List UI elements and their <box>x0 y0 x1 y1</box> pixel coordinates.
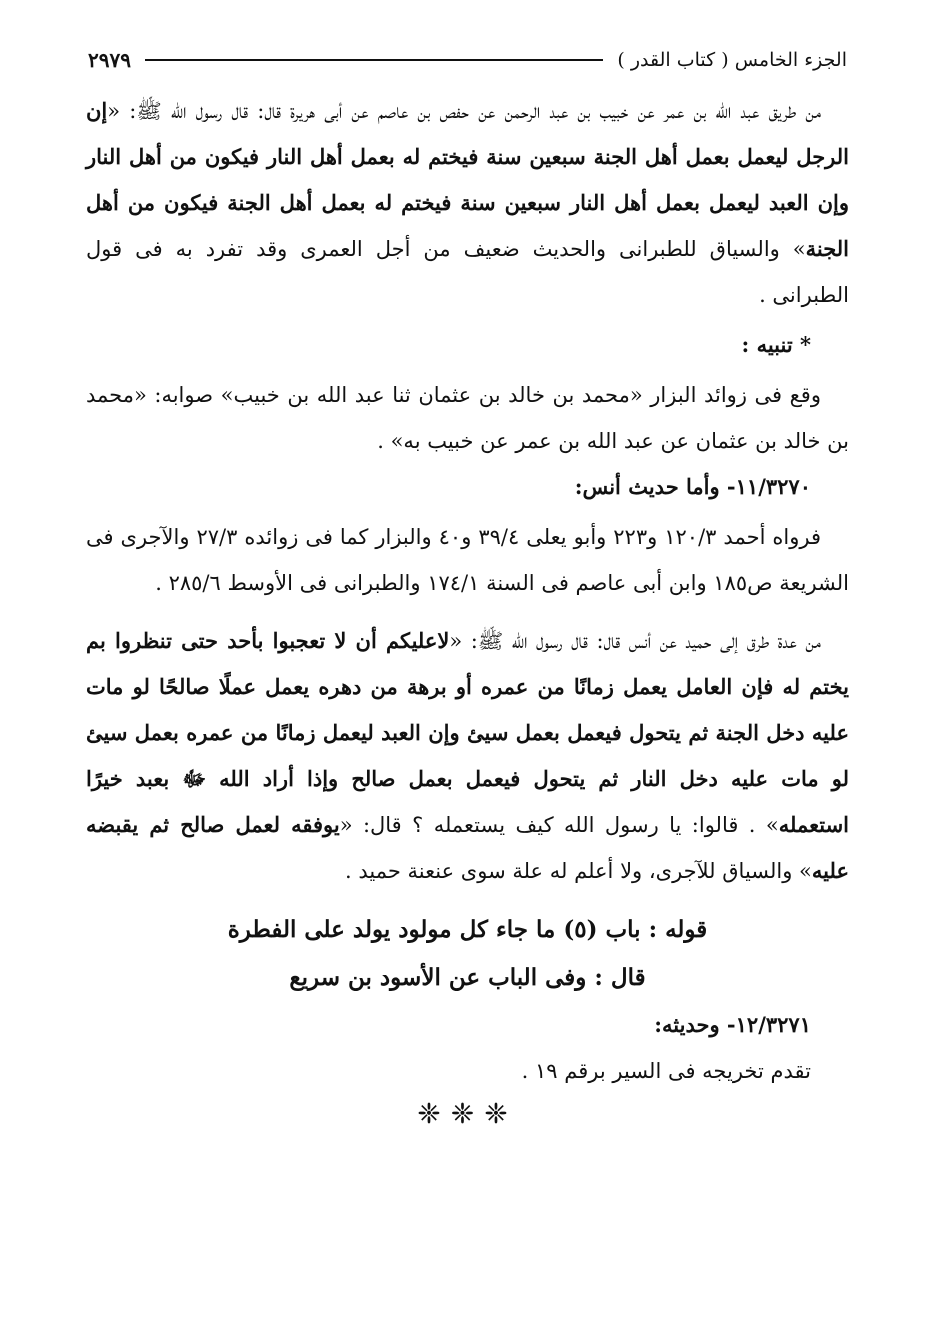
page-header <box>88 42 847 78</box>
anas-text-a: من عدة طرق إلى حميد عن أنس قال: قال رسول الله ﷺ: « <box>449 629 821 653</box>
anas-text-c: » والسياق للآجرى، ولا أعلم له علة سوى عنعنة حميد . <box>345 859 812 883</box>
hadith-12-heading: ١٢/٣٢٧١- وحديثه: <box>654 1012 811 1037</box>
anas-text-b: » . قالوا: يا رسول الله كيف يستعمله ؟ قال: « <box>339 813 779 837</box>
intro-text-a: من طريق عبد الله بن عمر عن خبيب بن عبد الرحمن عن حفص بن عاصم عن أبى هريرة قال: قال رسول الله ﷺ: « <box>107 99 821 123</box>
anas-answer-text: يوفقه لعمل صالح ثم يقبضه عليه <box>86 812 849 883</box>
hadith-anas-heading: ١١/٣٢٧٠- وأما حديث أنس: <box>574 474 811 499</box>
hadith-12-text: تقدم تخريجه فى السير برقم ١٩ . <box>521 1059 811 1083</box>
running-title: الجزء الخامس ( كتاب القدر ) <box>617 49 847 71</box>
header-rule <box>145 59 603 61</box>
anas-hadith-text: لاعليكم أن لا تعجبوا بأحد حتى تنظروا بم يختم له فإن العامل يعمل زمانًا من عمره أو برهة من دهره يعمل عملًا صالحًا لو مات عليه دخل الجنة ثم يتحول فيعمل بعمل سيئ وإن العبد ليعمل زمانًا من عمره بعمل سيئ لو مات عليه دخل النار ثم يتحول فيعمل بعمل صالح وإذا أراد الله ﷻ بعبد خيرًا استعمله <box>86 628 849 837</box>
bab-heading: قوله : باب (٥) ما جاء كل مولود يولد على الفطرة <box>227 916 708 943</box>
tanbih-label: * تنبيه : <box>741 332 811 357</box>
intro-text-b: » والسياق للطبرانى والحديث ضعيف من أجل العمرى وقد تفرد به فى قول الطبرانى . <box>86 237 849 307</box>
anas-takhrij: فرواه أحمد ١٢٠/٣ و٢٢٣ وأبو يعلى ٣٩/٤ و٤٠ والبزار كما فى زوائده ٢٧/٣ والآجرى فى الشريعة ص١٨٥ وابن أبى عاصم فى السنة ١٧٤/١ والطبرانى فى الأوسط ٢٨٥/٦ . <box>86 525 849 595</box>
page-number: ٢٩٧٩ <box>88 48 131 72</box>
ornament-divider: ❈❈❈ <box>417 1097 518 1130</box>
bab-subheading: قال : وفى الباب عن الأسود بن سريع <box>289 964 646 991</box>
paragraph-anas <box>86 618 849 894</box>
tanbih-text: وقع فى زوائد البزار «محمد بن خالد بن عثمان ثنا عبد الله بن خبيب» صوابه: «محمد بن خالد بن عثمان عن عبد الله بن عمر عن خبيب به» . <box>86 383 849 453</box>
intro-hadith-text: إن الرجل ليعمل بعمل أهل الجنة سبعين سنة فيختم له بعمل أهل النار فيكون من أهل النار وإن العبد ليعمل بعمل أهل النار سبعين سنة فيختم له بعمل أهل الجنة فيكون من أهل الجنة <box>86 98 849 261</box>
page-body <box>86 88 849 1134</box>
paragraph-intro <box>86 88 849 318</box>
